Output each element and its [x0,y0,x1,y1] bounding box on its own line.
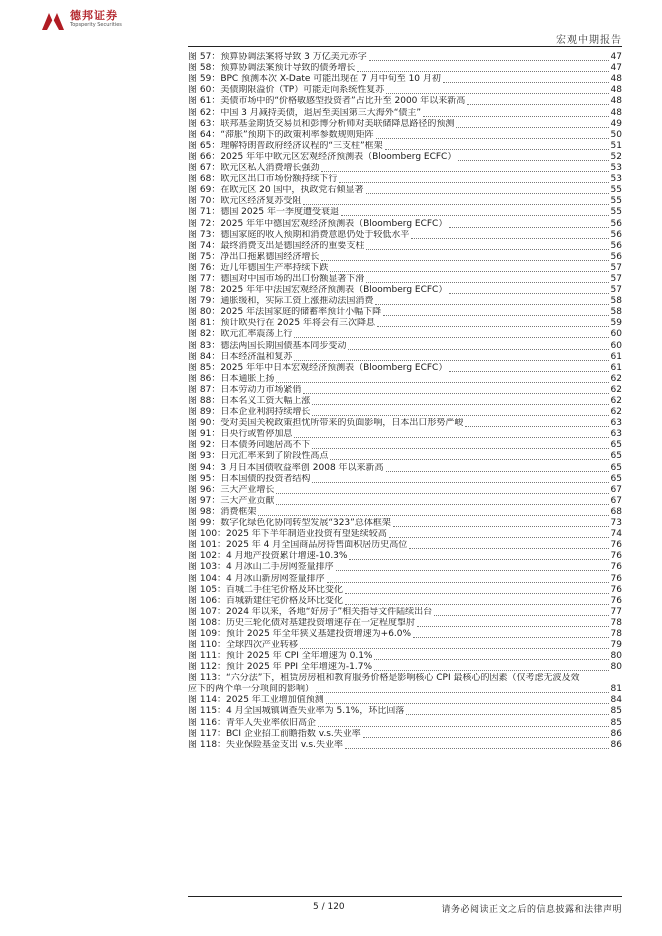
dot-leader [276,504,608,505]
toc-entry-page: 51 [610,140,622,151]
dot-leader [411,238,608,239]
toc-entry-label: 图 77：德国对中国市场的出口份额显著下滑 [188,273,365,284]
toc-entry[interactable] [188,418,622,429]
toc-entry-page: 79 [610,640,622,651]
logo-english-name: Topsperity Securities [70,22,122,28]
toc-entry-page: 86 [610,739,622,750]
toc-entry[interactable] [188,618,622,629]
dot-leader [303,393,608,394]
toc-entry-page: 60 [610,340,622,351]
toc-entry[interactable] [188,352,622,363]
toc-entry-page: 67 [610,484,622,495]
toc-entry-page: 56 [610,251,622,262]
toc-entry-label: 图 63：联邦基金期货交易员和彭博分析师对美联储降息路径的预测 [188,118,455,129]
toc-entry-label: 图 111：预计 2025 年 CPI 全年增速为 0.1% [188,651,373,662]
dot-leader [456,127,608,128]
toc-entry[interactable] [188,673,622,695]
toc-entry[interactable] [188,329,622,340]
dot-leader [409,548,608,549]
toc-entry-label: 图 76：近几年德国生产率持续下跌 [188,262,329,273]
dot-leader [341,215,609,216]
toc-entry-label: 图 69：在欧元区 20 国中，执政党右倾显著 [188,185,364,196]
dot-leader [349,559,608,560]
toc-entry-label: 图 96：三大产业增长 [188,484,275,495]
toc-entry-label: 图 113：“六分法”下，租赁房房租和教育服务价格是影响核心 CPI 最核心的因素（仅考虑无波及效 [188,673,580,684]
toc-entry-page: 53 [610,174,622,185]
toc-entry-label: 图 106：百城新建住宅价格及环比变化 [188,595,344,606]
toc-entry-page: 49 [610,118,622,129]
toc-entry-label: 图 89：日本企业利润持续增长 [188,407,311,418]
toc-entry-page: 85 [610,717,622,728]
dot-leader [366,249,608,250]
logo-chinese-name: 德邦证券 [70,9,118,22]
toc-entry-page: 48 [610,85,622,96]
dot-leader [386,93,608,94]
toc-entry[interactable] [188,462,622,473]
toc-entry-page: 76 [610,573,622,584]
toc-entry[interactable] [188,174,622,185]
toc-entry-page: 65 [610,440,622,451]
toc-entry-label: 图 91：日央行或暂停加息 [188,429,293,440]
toc-entry-label: 图 102：4 月地产投资累计增速-10.3% [188,551,348,562]
toc-entry-label: 图 62：中国 3 月减持美债，退居至美国第三大海外“债主” [188,107,422,118]
dot-leader [294,337,608,338]
toc-entry-label: 图 112：预计 2025 年 PPI 全年增速为-1.7% [188,662,373,673]
toc-entry-page: 57 [610,262,622,273]
toc-entry-label: 图 66：2025 年年中欧元区宏观经济预测表（Bloomberg ECFC） [188,151,457,162]
toc-entry-page: 76 [610,595,622,606]
toc-entry-label: 图 94：3 月日本国债收益率创 2008 年以来新高 [188,462,384,473]
toc-entry[interactable] [188,85,622,96]
toc-entry-page: 73 [610,518,622,529]
dot-leader [376,138,609,139]
toc-entry[interactable] [188,518,622,529]
disclaimer-text: 请务必阅读正文之后的信息披露和法律声明 [441,905,622,915]
toc-entry-page: 56 [610,240,622,251]
toc-entry[interactable] [188,540,622,551]
dot-leader [330,271,608,272]
toc-entry-label: 图 100：2025 年下半年制造业投资有望延续较高 [188,529,387,540]
toc-entry[interactable] [188,551,622,562]
page-header [0,0,662,48]
toc-entry-page: 86 [610,728,622,739]
toc-entry-label: 图 108：历史三轮化债对基建投资增速存在一定程度掣肘 [188,617,416,628]
toc-entry-label: 图 103：4 月冰山二手房网签量排序 [188,562,334,573]
dot-leader [312,448,608,449]
dot-leader [294,360,608,361]
toc-entry[interactable] [188,52,622,63]
dot-leader [449,293,608,294]
dot-leader [312,415,608,416]
toc-entry[interactable] [188,474,622,485]
toc-entry-page: 78 [610,628,622,639]
toc-entry[interactable] [188,141,622,152]
toc-entry[interactable] [188,96,622,107]
toc-entry-label: 图 92：日本债务问题居高不下 [188,440,311,451]
toc-entry-label: 图 70：欧元区经济复苏受阻 [188,196,302,207]
toc-entry[interactable] [188,485,622,496]
toc-entry-page: 55 [610,185,622,196]
toc-entry-label: 图 99：数字化绿色化协同转型发展“323”总体框架 [188,518,391,529]
dot-leader [316,692,609,693]
toc-entry-label: 图 116：青年人失业率依旧高企 [188,717,317,728]
toc-entry[interactable] [188,385,622,396]
toc-entry-page: 67 [610,495,622,506]
toc-entry-label: 图 87：日本劳动力市场紧俏 [188,384,302,395]
toc-entry-label: 图 115：4 月全国城镇调查失业率为 5.1%，环比回落 [188,706,405,717]
toc-entry-label: 图 83：德法两国长期国债基本同步变动 [188,340,347,351]
toc-entry-label: 图 68：欧元区出口市场份额持续下行 [188,174,338,185]
dot-leader [393,526,609,527]
toc-entry[interactable] [188,318,622,329]
toc-entry-page: 52 [610,151,622,162]
toc-entry-label: 图 117：BCI 企业招工前瞻指数 v.s.失业率 [188,728,361,739]
toc-entry-page: 85 [610,706,622,717]
toc-entry-page: 76 [610,551,622,562]
toc-entry[interactable] [188,230,622,241]
dot-leader [336,570,609,571]
toc-entry-page: 76 [610,540,622,551]
dot-leader [345,748,609,749]
toc-entry-label: 图 110：全球四次产业转移 [188,640,299,651]
toc-entry[interactable] [188,163,622,174]
toc-entry-label: 图 88：日本名义工资大幅上涨 [188,396,311,406]
toc-entry-label: 图 86：日本通胀上扬 [188,373,275,384]
dot-leader [423,116,608,117]
dot-leader [276,382,608,383]
toc-entry-page: 62 [610,373,622,384]
toc-entry-page: 80 [610,651,622,662]
toc-entry-page: 62 [610,407,622,418]
dot-leader [417,626,609,627]
company-logo [40,10,122,32]
toc-entry[interactable] [188,496,622,507]
toc-entry-page: 63 [610,418,622,429]
toc-entry-label: 图 84：日本经济温和复苏 [188,351,293,362]
toc-entry-label: 图 73：德国家庭的收入预期和消费意愿仍处于较低水平 [188,229,410,240]
toc-entry[interactable] [188,252,622,263]
toc-entry-page: 55 [610,196,622,207]
toc-entry[interactable] [188,185,622,196]
dot-leader [385,149,609,150]
toc-entry-page: 47 [610,52,622,63]
toc-entry-page: 68 [610,506,622,517]
toc-entry-label: 图 93：日元汇率来到了阶段性高点 [188,451,329,462]
toc-entry[interactable] [188,130,622,141]
toc-entry-label: 图 105：百城二手住宅价格及环比变化 [188,584,344,595]
toc-entry-page: 48 [610,96,622,107]
dot-leader [449,227,608,228]
toc-entry-label: 图 80：2025 年法国家庭的储蓄率预计小幅下降 [188,307,382,318]
toc-entry-page: 65 [610,462,622,473]
toc-entry-label: 图 65：理解特朗普政府经济议程的“三支柱”框架 [188,140,383,151]
toc-entry-label: 图 79：通胀缓和，实际工资上涨推动法国消费 [188,296,374,307]
dot-leader [375,304,608,305]
toc-entry-page: 78 [610,617,622,628]
toc-entry-label: 图 74：最终消费支出是德国经济的重要支柱 [188,240,365,251]
toc-entry[interactable] [188,729,622,740]
toc-entry[interactable] [188,607,622,618]
toc-entry-label: 图 85：2025 年年中日本宏观经济预测表（Bloomberg ECFC） [188,362,448,373]
toc-entry-page: 48 [610,107,622,118]
toc-entry-label: 图 118：失业保险基金支出 v.s.失业率 [188,739,343,750]
toc-entry-label: 图 90：受对美国关税政策担忧所带来的负面影响，日本出口形势严峻 [188,418,464,429]
toc-entry-label: 图 67：欧元区私人消费增长强劲 [188,163,320,174]
dot-leader [377,326,609,327]
toc-entry[interactable] [188,507,622,518]
toc-entry[interactable] [188,63,622,74]
toc-entry-page: 74 [610,529,622,540]
toc-entry[interactable] [188,363,622,374]
toc-entry-label: 图 104：4 月冰山新房网签量排序 [188,573,325,584]
brand-mark-icon [40,10,66,32]
dot-leader [276,493,608,494]
toc-entry[interactable] [188,717,622,728]
toc-entry-page: 76 [610,584,622,595]
toc-entry-label: 图 107：2024 年以来，各地“好房子”相关指导文件陆续出台 [188,606,433,617]
toc-entry-page: 57 [610,285,622,296]
toc-entry-label: 图 60：美债期限溢价（TP）可能走向系统性复苏 [188,85,385,96]
toc-entry-page: 77 [610,606,622,617]
toc-entry-page: 47 [610,63,622,74]
dot-leader [386,471,609,472]
toc-entry[interactable] [188,573,622,584]
toc-entry[interactable] [188,285,622,296]
dot-leader [449,371,608,372]
toc-entry-label: 图 98：消费框架 [188,506,257,517]
dot-leader [366,193,609,194]
toc-entry-page: 81 [610,684,622,695]
toc-entry-label: 图 78：2025 年年中法国宏观经济预测表（Bloomberg ECFC） [188,285,448,296]
toc-entry-page: 61 [610,351,622,362]
toc-entry-page: 65 [610,473,622,484]
toc-entry-page: 56 [610,229,622,240]
dot-leader [327,582,609,583]
toc-entry-label: 图 75：净出口拖累德国经济增长 [188,251,320,262]
toc-entry[interactable] [188,596,622,607]
dot-leader [357,71,608,72]
dot-leader [330,459,608,460]
toc-entry-page: 59 [610,318,622,329]
toc-entry-page: 56 [610,218,622,229]
dot-leader [326,703,609,704]
dot-leader [374,659,608,660]
dot-leader [312,404,608,405]
toc-entry-label: 图 64：“滞胀”预期下的政策利率参数规则矩阵 [188,129,374,140]
toc-entry-label: 图 71：德国 2025 年一季度遭受衰退 [188,207,339,218]
toc-entry-page: 84 [610,695,622,706]
header-divider [188,46,622,47]
dot-leader [465,426,608,427]
toc-entry[interactable] [188,640,622,651]
dot-leader [348,349,608,350]
toc-entry-page: 50 [610,129,622,140]
dot-leader [339,182,608,183]
toc-entry-page: 61 [610,362,622,373]
toc-entry[interactable] [188,207,622,218]
toc-entry-label: 图 72：2025 年年中德国宏观经济预测表（Bloomberg ECFC） [188,218,448,229]
toc-entry-label: 图 57：预算协调法案将导致 3 万亿美元赤字 [188,52,367,63]
toc-entry-page: 65 [610,451,622,462]
toc-entry[interactable] [188,74,622,85]
toc-entry[interactable] [188,196,622,207]
toc-entry[interactable] [188,629,622,640]
toc-entry[interactable] [188,274,622,285]
toc-entry-label-continued: 应下的两个单一分项间的影响） [188,684,315,695]
dot-leader [369,60,609,61]
toc-entry-label: 图 114：2025 年工业增加值预测 [188,695,324,706]
toc-entry-page: 62 [610,396,622,406]
toc-entry[interactable] [188,585,622,596]
toc-entry[interactable] [188,296,622,307]
toc-entry-page: 58 [610,296,622,307]
dot-leader [374,670,609,671]
dot-leader [258,515,608,516]
figure-list [188,52,622,751]
toc-entry[interactable] [188,562,622,573]
page-number: 5 / 120 [313,902,345,912]
toc-entry[interactable] [188,263,622,274]
toc-entry[interactable] [188,107,622,118]
dot-leader [363,737,609,738]
toc-entry-label: 图 101：2025 年 4 月全国商品房待售面积居历史高位 [188,540,408,551]
toc-entry-page: 63 [610,429,622,440]
dot-leader [300,648,609,649]
dot-leader [467,104,608,105]
dot-leader [458,160,608,161]
toc-entry[interactable] [188,407,622,418]
toc-entry-label: 图 109：预计 2025 年全年狭义基建投资增速为+6.0% [188,628,412,639]
dot-leader [321,171,608,172]
dot-leader [345,604,609,605]
toc-entry[interactable] [188,374,622,385]
toc-entry-page: 58 [610,307,622,318]
toc-entry[interactable] [188,429,622,440]
toc-entry-label: 图 81：预计欧央行在 2025 年将会有三次降息 [188,318,375,329]
dot-leader [345,593,609,594]
toc-entry[interactable] [188,651,622,662]
dot-leader [443,82,609,83]
toc-entry[interactable] [188,119,622,130]
toc-entry-page: 55 [610,207,622,218]
toc-entry-page: 62 [610,384,622,395]
report-type-label: 宏观中期报告 [556,35,622,46]
dot-leader [303,204,608,205]
toc-entry[interactable] [188,307,622,318]
toc-entry[interactable] [188,241,622,252]
toc-entry-page: 57 [610,273,622,284]
toc-entry-page: 76 [610,562,622,573]
toc-entry[interactable] [188,662,622,673]
toc-entry[interactable] [188,740,622,751]
toc-entry-label: 图 95：日本国债的投资者结构 [188,473,311,484]
toc-entry-label: 图 82：欧元汇率震荡上行 [188,329,293,340]
toc-entry-label: 图 61：美债市场中的“价格敏感型投资者”占比升至 2000 年以来新高 [188,96,466,107]
dot-leader [383,315,608,316]
toc-entry[interactable] [188,152,622,163]
toc-entry[interactable] [188,451,622,462]
toc-entry[interactable] [188,340,622,351]
toc-entry[interactable] [188,440,622,451]
toc-entry-label: 图 97：三大产业贡献 [188,495,275,506]
toc-entry[interactable] [188,695,622,706]
toc-entry[interactable] [188,706,622,717]
dot-leader [366,282,608,283]
dot-leader [413,637,608,638]
toc-entry-page: 48 [610,74,622,85]
toc-entry[interactable] [188,218,622,229]
toc-entry[interactable] [188,396,622,407]
dot-leader [294,437,608,438]
toc-entry-page: 60 [610,329,622,340]
dot-leader [434,615,608,616]
footer-divider [188,896,622,897]
dot-leader [312,482,608,483]
toc-entry-label: 图 59：BPC 预测本次 X-Date 可能出现在 7 月中旬至 10 月初 [188,74,441,85]
toc-entry-page: 53 [610,163,622,174]
toc-entry-page: 80 [610,662,622,673]
dot-leader [389,537,609,538]
toc-entry-label: 图 58：预算协调法案预计导致的债务增长 [188,63,356,74]
dot-leader [321,260,608,261]
dot-leader [318,726,609,727]
dot-leader [406,714,608,715]
toc-entry[interactable] [188,529,622,540]
